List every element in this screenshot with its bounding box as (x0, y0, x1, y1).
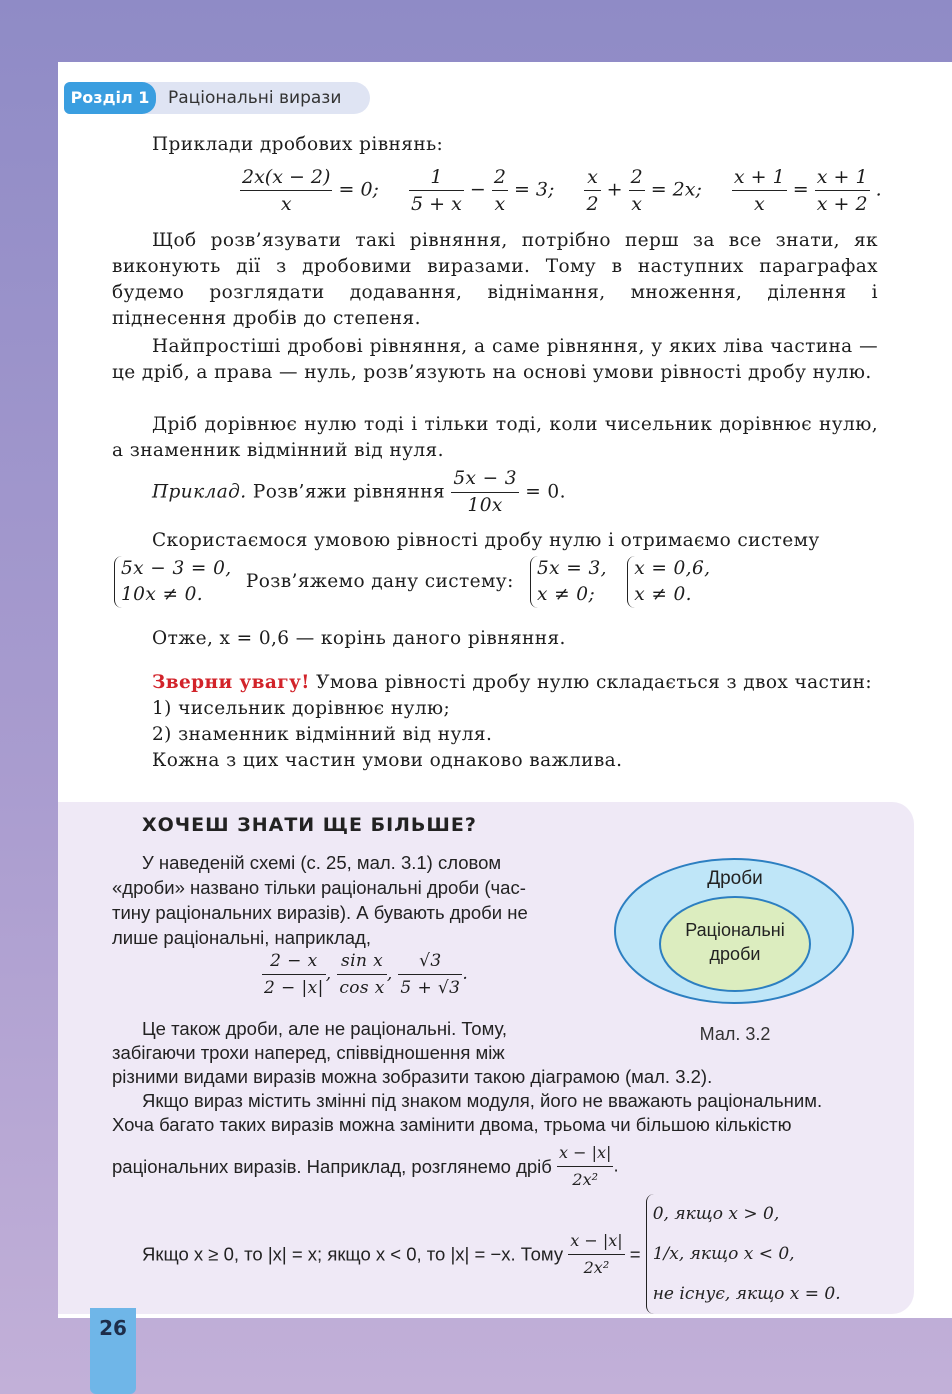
info-title: ХОЧЕШ ЗНАТИ ЩЕ БІЛЬШЕ? (142, 814, 477, 836)
section-title: Раціональні вирази (168, 88, 342, 108)
system-line: 5x − 3 = 0, 10x ≠ 0. Розв’яжемо дану систему: 5x = 3, x ≠ 0; x = 0,6, x ≠ 0. (114, 556, 710, 608)
list-item: 2) знаменник відмінний від нуля. (152, 724, 493, 745)
info-line: тину раціональних виразів). А бувають дроби не (112, 902, 528, 923)
inner-label-2: дроби (709, 944, 761, 964)
info-line: «дроби» названо тільки раціональні дроби (час- (112, 877, 526, 898)
paragraph-1: Щоб розв’язувати такі рівняння, потрібно перш за все знати, як виконують дії з дробовими виразами. Тому в наступних параграфах будемо розглядати додавання, віднімання, множення, ділення і піднесення дробів до степеня. (112, 230, 878, 329)
info-line: забігаючи трохи наперед, співвідношення між (112, 1042, 505, 1063)
info-line: Якщо вираз містить змінні під знаком модуля, його не вважають раціональним. (142, 1090, 823, 1111)
section-chip: Розділ 1 (64, 82, 156, 114)
nonrational-fractions: $\frac{2 - x}{2 - |x|}$ , $\frac{\text{sin x}}{\text{cos x}}$ , $\frac{√3}{5 + √3}$ . (262, 948, 468, 1001)
system-1: 5x − 3 = 0, 10x ≠ 0. (114, 556, 232, 608)
example-equations: $\frac{2x(x - 2)}{x}$ = 0; $\frac{1}{5 + x}$ − $\frac{2}{x}$ = 3; $\frac{x}{2}$ + $\frac{2}{x}$ = 2x; $\frac{x + 1}{x}$ = $\frac{x + 1}{x + 2}$ . (242, 166, 882, 215)
attention-label: Зверни увагу! (152, 672, 310, 693)
final-text: Кожна з цих частин умови однаково важлива. (152, 750, 623, 771)
cases-brace: 0, якщо x > 0, 1/x, якщо x < 0, не існує, якщо x = 0. (646, 1194, 841, 1314)
info-line: Це також дроби, але не раціональні. Тому, (142, 1018, 508, 1039)
section-tab (64, 82, 370, 114)
info-line: У наведеній схемі (с. 25, мал. 3.1) словом (142, 852, 502, 873)
fractions-diagram (612, 856, 858, 1050)
system-3: x = 0,6, x ≠ 0. (627, 556, 710, 608)
conclusion-text: Отже, x = 0,6 — корінь даного рівняння. (152, 628, 566, 649)
list-item: 1) чисельник дорівнює нулю; (152, 698, 451, 719)
attention-line: Зверни увагу! Умова рівності дробу нулю складається з двох частин: (152, 672, 873, 693)
paragraph-4: Скористаємося умовою рівності дробу нулю і отримаємо систему (152, 530, 820, 551)
inner-label-1: Раціональні (685, 920, 785, 940)
figure-caption: Мал. 3.2 (699, 1024, 771, 1044)
intro-text: Приклади дробових рівнянь: (152, 134, 444, 155)
page-number: 26 (90, 1308, 136, 1394)
info-line-fraction: раціональних виразів. Наприклад, розглянемо дріб $\frac{x - |x|}{\text{2x²}}$ . (112, 1140, 619, 1193)
paragraph-2: Найпростіші дробові рівняння, а саме рівняння, у яких ліва частина — це дріб, а права — нуль, розв’язують на основі умови рівності дробу нулю. (112, 336, 878, 383)
outer-label: Дроби (707, 868, 763, 889)
info-line: лише раціональні, наприклад, (112, 927, 371, 948)
info-line: Хоча багато таких виразів можна замінити двома, трьома чи більшою кількістю (112, 1114, 792, 1135)
info-line: різними видами виразів можна зобразити такою діаграмою (мал. 3.2). (112, 1066, 713, 1087)
case-line: Якщо x ≥ 0, то |x| = x; якщо x < 0, то |x| = −x. Тому $\frac{x - |x|}{\text{2x²}}$ = 0, якщо x > 0, 1/x, якщо x < 0, не існує, якщо x = 0. (142, 1194, 841, 1314)
system-2: 5x = 3, x ≠ 0; (530, 556, 607, 608)
example-line: Приклад. Розв’яжи рівняння $\frac{5x - 3}{10x}$ = 0. (152, 468, 566, 516)
paragraph-3: Дріб дорівнює нулю тоді і тільки тоді, коли чисельник дорівнює нулю, а знаменник відмінний від нуля. (112, 414, 878, 461)
